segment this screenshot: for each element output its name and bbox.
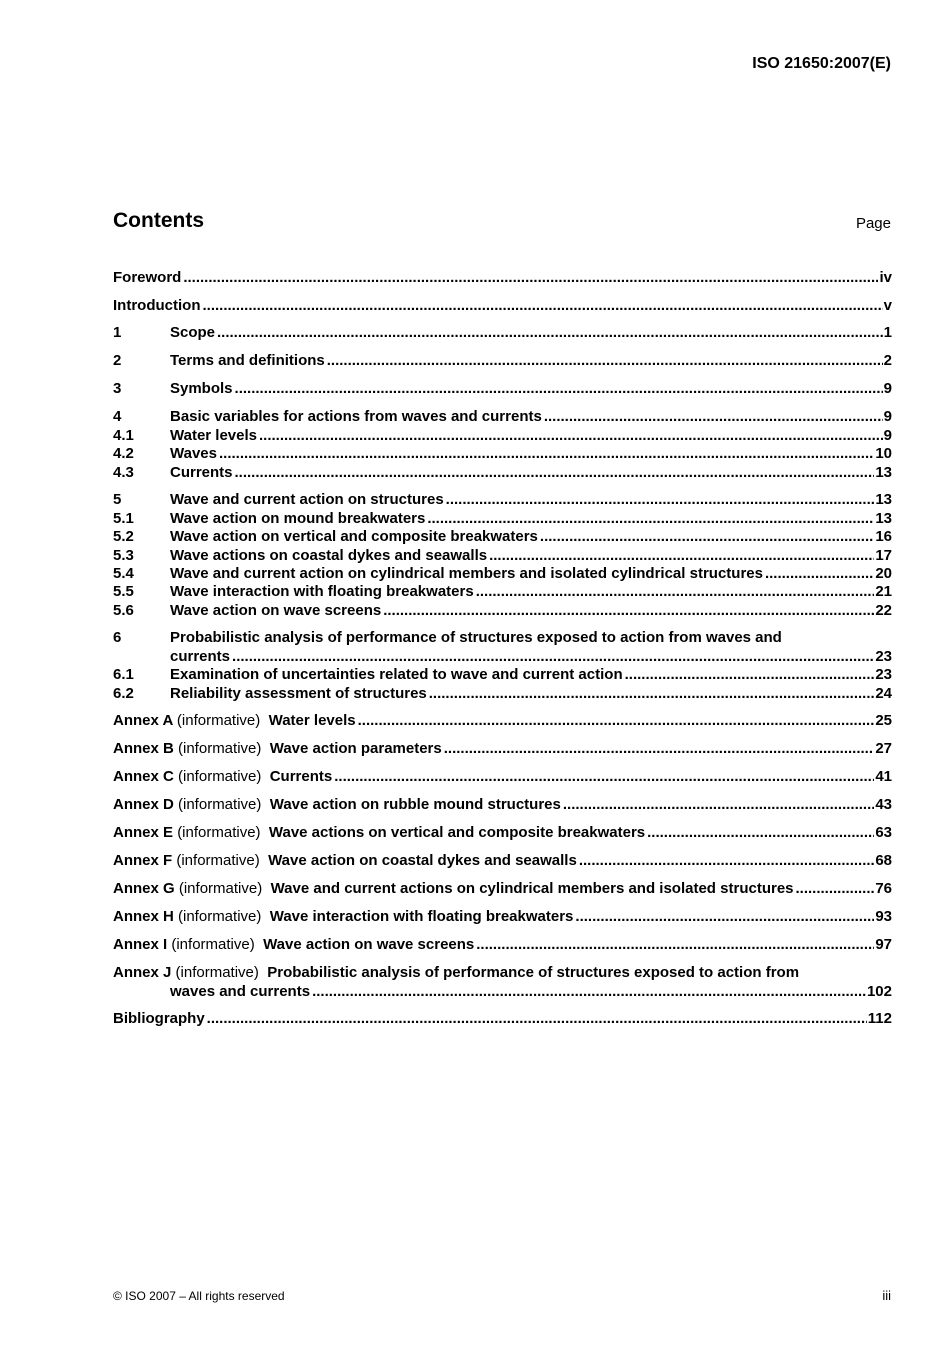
toc-entry-annex-c[interactable]	[113, 768, 892, 786]
toc-entry-annex-g[interactable]	[113, 880, 892, 898]
annex-label: Annex A	[113, 712, 173, 730]
toc-number: 6.2	[113, 684, 134, 702]
annex-label: Annex D	[113, 796, 174, 814]
toc-title: Probabilistic analysis of performance of structures exposed to action from	[267, 964, 800, 982]
toc-page: 41	[875, 768, 892, 786]
toc-entry-continuation[interactable]	[113, 982, 892, 1000]
toc-title: Currents	[269, 768, 333, 786]
toc-entry-section[interactable]	[113, 380, 892, 398]
toc-page: iv	[879, 269, 892, 287]
toc-page: 20	[875, 564, 892, 582]
toc-entry-bibliography[interactable]	[113, 1010, 892, 1028]
page-number: iii	[882, 1288, 891, 1303]
toc-title: Wave action on wave screens	[170, 601, 382, 619]
annex-label: Annex H	[113, 908, 174, 926]
toc-entry-subsection[interactable]	[113, 445, 892, 463]
toc-title: Water levels	[170, 426, 257, 444]
toc-page: 17	[875, 546, 892, 564]
annex-kind: (informative)	[176, 852, 260, 870]
toc-page: 22	[875, 601, 892, 619]
toc-entry-section[interactable]	[113, 629, 892, 647]
toc-entry-annex-i[interactable]	[113, 936, 892, 954]
toc-entry-foreword[interactable]	[113, 269, 892, 287]
toc-page: 25	[875, 712, 892, 730]
toc-number: 5.5	[113, 583, 134, 601]
toc-title: Wave and current action on cylindrical members and isolated cylindrical structures	[170, 564, 763, 582]
toc-page: 23	[875, 647, 892, 665]
toc-page: 9	[883, 380, 892, 398]
toc-page: 10	[875, 445, 892, 463]
annex-kind: (informative)	[178, 908, 262, 926]
toc-title: Wave action parameters	[269, 740, 442, 758]
toc-number: 5.2	[113, 528, 134, 546]
toc-title: Terms and definitions	[170, 352, 325, 370]
toc-page: 93	[875, 908, 892, 926]
toc-title: Wave action on coastal dykes and seawalls	[268, 852, 577, 870]
toc-number: 4.2	[113, 445, 134, 463]
annex-label: Annex C	[113, 768, 174, 786]
toc-entry-subsection[interactable]	[113, 426, 892, 444]
annex-kind: (informative)	[178, 880, 263, 898]
toc-title: Wave actions on coastal dykes and seawalls	[170, 546, 488, 564]
annex-label: Annex F	[113, 852, 173, 870]
page-column-label: Page	[855, 215, 891, 232]
annex-label: Annex G	[113, 880, 175, 898]
toc-entry-subsection[interactable]	[113, 565, 892, 583]
toc-title: Wave actions on vertical and composite breakwaters	[268, 824, 646, 842]
annex-label: Annex E	[113, 824, 174, 842]
toc-entry-subsection[interactable]	[113, 583, 892, 601]
toc-page: 68	[875, 852, 892, 870]
toc-number: 3	[113, 380, 122, 398]
toc-entry-introduction[interactable]	[113, 297, 892, 315]
toc-title: Bibliography	[113, 1010, 205, 1028]
toc-number: 5.6	[113, 601, 134, 619]
toc-title: Probabilistic analysis of performance of structures exposed to action from waves and	[170, 629, 782, 647]
document-id: ISO 21650:2007(E)	[752, 55, 891, 72]
toc-title: Waves	[170, 445, 217, 463]
toc-title: Foreword	[113, 269, 182, 287]
annex-kind: (informative)	[171, 936, 255, 954]
toc-title: Wave interaction with floating breakwaters	[170, 583, 474, 601]
toc-page: 9	[883, 426, 892, 444]
toc-page: 97	[875, 936, 892, 954]
toc-page: 13	[875, 509, 892, 527]
toc-number: 5	[113, 491, 122, 509]
toc-number: 5.4	[113, 564, 134, 582]
page-title: Contents	[113, 209, 204, 232]
toc-page: 21	[875, 583, 892, 601]
toc-title: Introduction	[113, 297, 201, 315]
annex-label: Annex J	[113, 964, 172, 982]
annex-label: Annex I	[113, 936, 168, 954]
toc-title: Currents	[170, 463, 233, 481]
toc-entry-subsection[interactable]	[113, 666, 892, 684]
toc-page: 27	[875, 740, 892, 758]
toc-page: 24	[875, 684, 892, 702]
toc-page: 102	[866, 982, 892, 1000]
toc-entry-section[interactable]	[113, 352, 892, 370]
toc-entry-section[interactable]	[113, 408, 892, 426]
toc-number: 6	[113, 629, 122, 647]
toc-entry-subsection[interactable]	[113, 509, 892, 527]
toc-page: 23	[875, 666, 892, 684]
toc-number: 4	[113, 408, 122, 426]
toc-entry-section[interactable]	[113, 491, 892, 509]
toc-title: Scope	[170, 324, 216, 342]
annex-kind: (informative)	[177, 824, 261, 842]
toc-title: Examination of uncertainties related to wave and current action	[170, 666, 623, 684]
toc-number: 5.1	[113, 509, 134, 527]
toc-title: Water levels	[268, 712, 356, 730]
toc-number: 4.1	[113, 426, 134, 444]
toc-title: Wave and current actions on cylindrical members and isolated structures	[270, 880, 794, 898]
annex-kind: (informative)	[178, 768, 262, 786]
annex-kind: (informative)	[175, 964, 259, 982]
annex-label: Annex B	[113, 740, 174, 758]
toc-page: 43	[875, 796, 892, 814]
toc-title: Wave action on rubble mound structures	[269, 796, 561, 814]
toc-title: Symbols	[170, 380, 233, 398]
toc-title: Wave action on mound breakwaters	[170, 509, 426, 527]
toc-page: v	[883, 297, 892, 315]
toc-number: 4.3	[113, 463, 134, 481]
toc-number: 1	[113, 324, 122, 342]
toc-title: Wave action on wave screens	[263, 936, 475, 954]
toc-entry-subsection[interactable]	[113, 601, 892, 619]
toc-entry-annex-f[interactable]	[113, 852, 892, 870]
toc-page: 2	[883, 352, 892, 370]
toc-number: 6.1	[113, 666, 134, 684]
toc-page: 1	[883, 324, 892, 342]
toc-entry-section[interactable]	[113, 324, 892, 342]
toc-entry-subsection[interactable]	[113, 528, 892, 546]
copyright-notice: © ISO 2007 – All rights reserved	[113, 1289, 285, 1303]
toc-title: Wave interaction with floating breakwaters	[269, 908, 574, 926]
toc-entry-annex-h[interactable]	[113, 908, 892, 926]
toc-page: 13	[875, 463, 892, 481]
toc-entry-continuation[interactable]	[113, 647, 892, 665]
toc-title: Wave and current action on structures	[170, 491, 444, 509]
toc-page: 63	[875, 824, 892, 842]
toc-entry-annex-a[interactable]	[113, 712, 892, 730]
toc-entry-subsection[interactable]	[113, 463, 892, 481]
toc-number: 5.3	[113, 546, 134, 564]
toc-entry-annex-b[interactable]	[113, 740, 892, 758]
toc-title: Basic variables for actions from waves and currents	[170, 408, 542, 426]
annex-kind: (informative)	[178, 796, 262, 814]
toc-page: 76	[875, 880, 892, 898]
annex-kind: (informative)	[176, 712, 261, 730]
toc-page: 13	[875, 491, 892, 509]
toc-entry-annex-j[interactable]	[113, 964, 892, 982]
toc-entry-subsection[interactable]	[113, 546, 892, 564]
toc-title: Reliability assessment of structures	[170, 684, 427, 702]
toc-number: 2	[113, 352, 122, 370]
toc-page: 16	[875, 528, 892, 546]
toc-page: 9	[883, 408, 892, 426]
toc-entry-annex-d[interactable]	[113, 796, 892, 814]
toc-entry-annex-e[interactable]	[113, 824, 892, 842]
toc-title-continued: waves and currents	[170, 982, 311, 1000]
toc-page: 112	[867, 1010, 892, 1028]
toc-title-continued: currents	[170, 647, 231, 665]
toc-entry-subsection[interactable]	[113, 684, 892, 702]
annex-kind: (informative)	[178, 740, 262, 758]
toc-title: Wave action on vertical and composite breakwaters	[170, 528, 538, 546]
